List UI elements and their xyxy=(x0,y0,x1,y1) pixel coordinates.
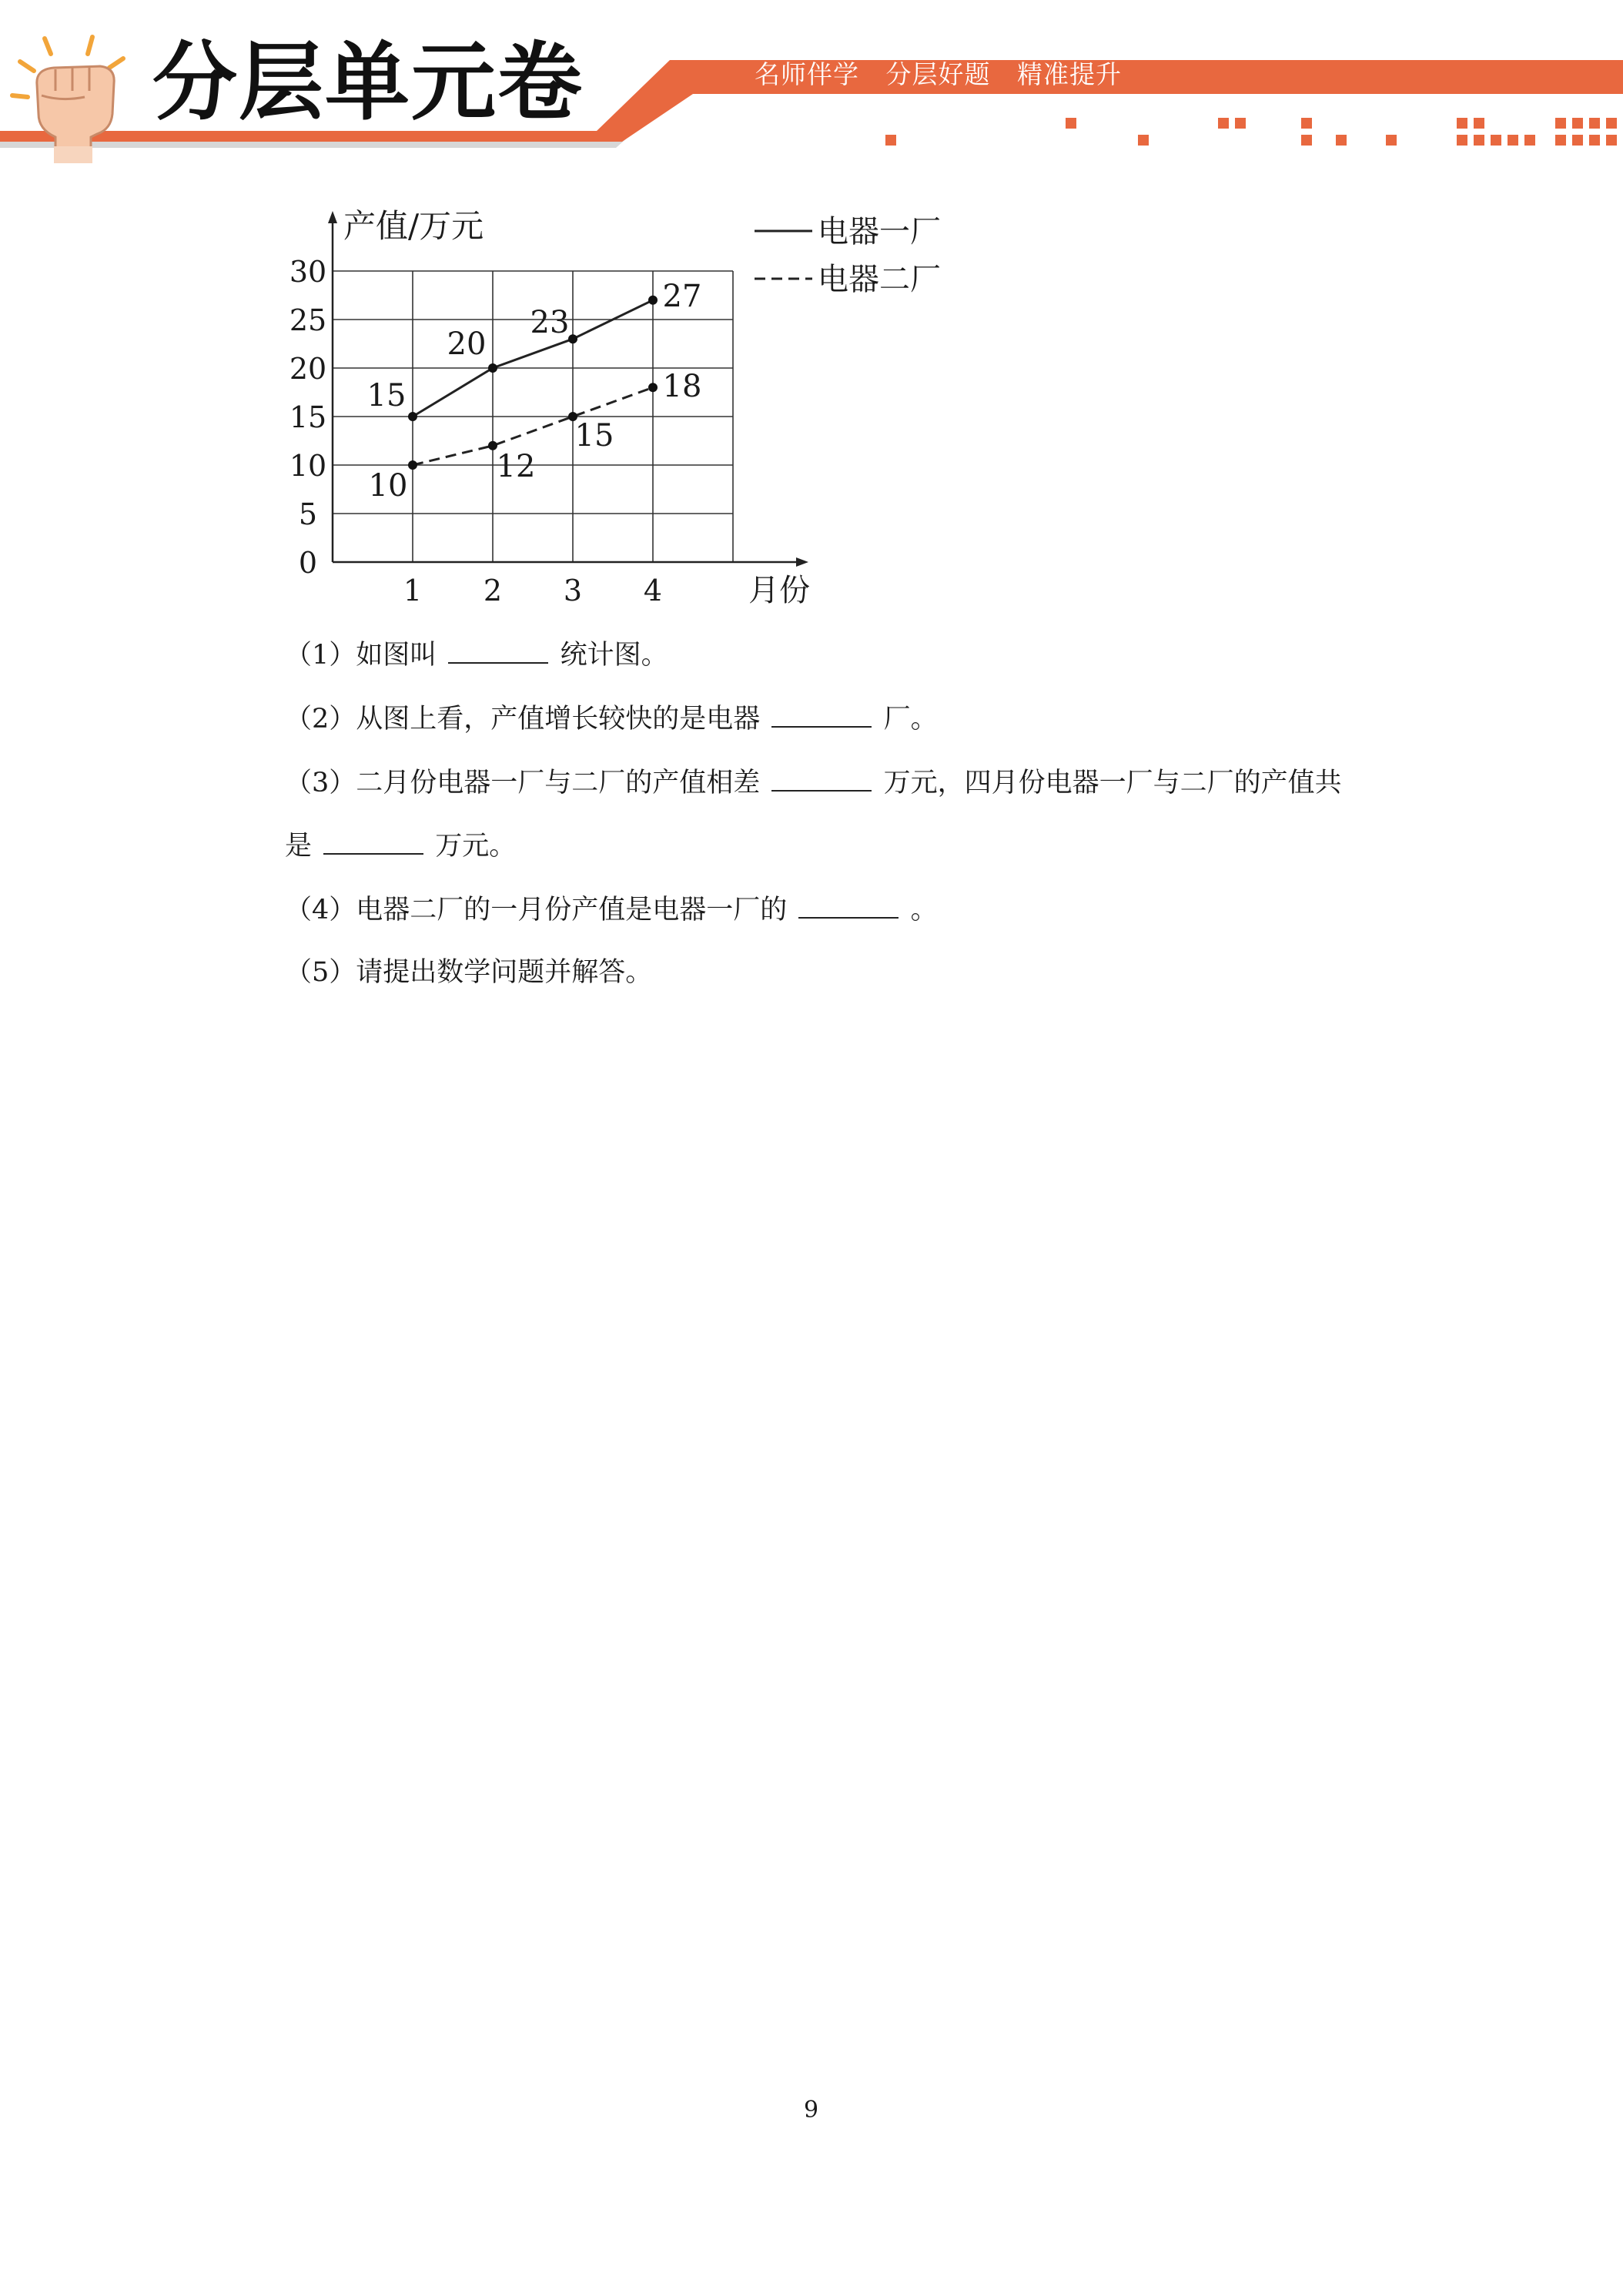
page-number: 9 xyxy=(804,2097,819,2124)
data-point-factory-1 xyxy=(408,412,417,421)
question-2-text: （2）从图上看，产值增长较快的是电器 xyxy=(285,704,761,735)
data-label-factory-1: 15 xyxy=(366,378,407,413)
question-4-text: （4）电器二厂的一月份产值是电器一厂的 xyxy=(285,895,788,925)
data-label-factory-1: 23 xyxy=(530,305,570,341)
data-point-factory-2 xyxy=(648,383,658,392)
chart-legend xyxy=(755,214,941,297)
data-label-factory-2: 15 xyxy=(574,418,614,454)
question-5-text: （5）请提出数学问题并解答。 xyxy=(285,957,653,988)
y-tick-label: 25 xyxy=(289,303,327,337)
y-tick-label: 5 xyxy=(298,497,318,531)
data-label-factory-2: 18 xyxy=(662,369,702,405)
x-tick-label: 1 xyxy=(403,574,423,607)
question-3-continued xyxy=(285,832,516,860)
data-label-factory-1: 20 xyxy=(447,326,487,362)
x-tick-label: 3 xyxy=(563,574,583,607)
y-tick-label: 15 xyxy=(289,400,327,434)
question-5 xyxy=(285,959,652,986)
question-2-suffix: 厂。 xyxy=(883,704,938,735)
question-3 xyxy=(285,768,1342,797)
data-point-factory-1 xyxy=(648,296,658,305)
y-tick-label: 0 xyxy=(298,546,318,580)
question-3-text: （3）二月份电器一厂与二厂的产值相差 xyxy=(285,768,761,798)
header-slogan: 名师伴学 分层好题 精准提升 xyxy=(755,59,1122,89)
x-tick-label: 4 xyxy=(643,574,663,607)
legend-label-factory-1: 电器一厂 xyxy=(818,214,941,249)
answer-blank-3b[interactable] xyxy=(323,832,423,855)
x-axis-label: 月份 xyxy=(748,573,810,608)
answer-blank-3a[interactable] xyxy=(771,768,872,792)
x-axis-arrow xyxy=(796,557,808,567)
answer-blank-2[interactable] xyxy=(771,705,872,728)
x-tick-label: 2 xyxy=(483,574,503,607)
fist-icon xyxy=(8,31,139,169)
question-1 xyxy=(285,641,668,669)
question-4-suffix: 。 xyxy=(910,895,938,925)
question-3-suffix: 万元。 xyxy=(435,831,517,862)
page-header xyxy=(0,0,1623,177)
answer-blank-1[interactable] xyxy=(448,641,548,664)
y-tick-label: 20 xyxy=(289,352,327,386)
question-2 xyxy=(285,705,938,733)
question-4 xyxy=(285,895,938,924)
y-axis-arrow xyxy=(328,211,337,223)
brand-title: 分层单元卷 xyxy=(152,33,584,132)
data-label-factory-1: 27 xyxy=(662,278,702,314)
y-tick-label: 30 xyxy=(289,255,327,289)
answer-blank-4[interactable] xyxy=(798,895,899,919)
decorative-dots xyxy=(885,118,1617,146)
data-point-factory-1 xyxy=(568,334,577,343)
question-3-middle: 万元，四月份电器一厂与二厂的产值共 xyxy=(883,768,1342,798)
line-chart xyxy=(269,202,993,618)
legend-label-factory-2: 电器二厂 xyxy=(818,262,941,297)
question-1-suffix: 统计图。 xyxy=(560,640,668,671)
data-label-factory-2: 12 xyxy=(496,448,536,484)
question-1-text: （1）如图叫 xyxy=(285,640,437,671)
y-tick-label: 10 xyxy=(289,449,327,483)
data-label-factory-2: 10 xyxy=(368,468,408,504)
y-axis-label: 产值/万元 xyxy=(343,207,484,245)
data-point-factory-1 xyxy=(488,363,497,373)
question-3-continued-text: 是 xyxy=(285,831,313,862)
data-point-factory-2 xyxy=(408,460,417,470)
